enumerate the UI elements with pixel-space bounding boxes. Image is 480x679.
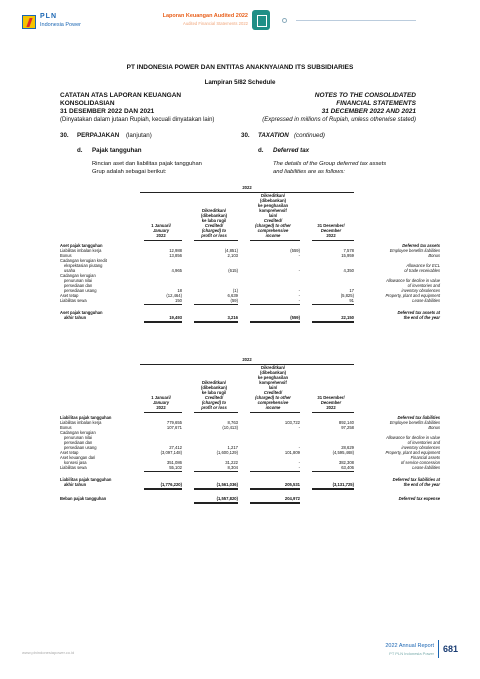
- right-title-2: FINANCIAL STATEMENTS: [336, 100, 416, 107]
- row-label-en: of inventories and: [407, 283, 440, 288]
- row-label-en: Lease liabilities: [412, 465, 440, 470]
- row-label: Bonus: [60, 425, 72, 430]
- footer-report-subtitle: PT PLN Indonesia Power: [389, 651, 434, 656]
- table-cell: -: [298, 445, 300, 450]
- total-double-rule: [194, 488, 238, 490]
- total-cell: (559): [290, 315, 300, 320]
- section-label: Aset pajak tangguhan: [60, 243, 103, 248]
- column-header: income: [265, 405, 281, 410]
- table-cell: 97,258: [341, 425, 354, 430]
- column-header-underline: [250, 240, 300, 241]
- column-header: 31 Desember/: [317, 223, 345, 228]
- report-subtitle: Audited Financial Statements 2022: [183, 21, 248, 26]
- table-cell: 1,217: [227, 445, 238, 450]
- row-label: konsesi jasa: [64, 460, 87, 465]
- section-label-en: Deferred tax liabilities: [397, 415, 440, 420]
- row-label: usaha: [64, 268, 76, 273]
- row-label-en: inventory obsolences: [401, 445, 440, 450]
- table-cell: 8,304: [227, 465, 238, 470]
- intro-right-1: The details of the Group deferred tax assets: [273, 161, 387, 167]
- intro-right-2: and liabilities are as follows:: [273, 169, 345, 175]
- table-cell: (615): [228, 268, 238, 273]
- column-header: ke penghasilan: [257, 375, 289, 380]
- column-header-underline: [312, 412, 354, 413]
- subtotal-rule: [144, 471, 182, 472]
- column-header: January: [152, 228, 170, 233]
- table-cell: 8,763: [227, 420, 238, 425]
- table-cell: 17: [349, 288, 354, 293]
- column-header: December: [320, 400, 342, 405]
- row-label-en: Property, plant and equipment: [385, 450, 440, 455]
- total-label-en: the end of the year: [403, 482, 440, 487]
- column-header: Dikreditkan/: [202, 380, 226, 385]
- row-label: Aset tetap: [60, 293, 79, 298]
- table-cell: 101,809: [284, 450, 300, 455]
- table-cell: 892,140: [338, 420, 354, 425]
- table-cell: 28,629: [341, 445, 354, 450]
- column-header: (dibebankan): [200, 213, 228, 218]
- row-label-en: Employee benefits liabilities: [389, 248, 440, 253]
- table-cell: 7,578: [343, 248, 354, 253]
- row-label: Cadangan kerugian kredit: [60, 258, 107, 263]
- column-header-underline: [144, 240, 182, 241]
- column-header: 1 Januari/: [151, 223, 171, 228]
- table-cell: -: [298, 288, 300, 293]
- row-label: persediaan usang: [64, 445, 97, 450]
- right-title-1: NOTES TO THE CONSOLIDATED: [314, 92, 416, 99]
- subtotal-rule: [194, 304, 238, 305]
- row-label: persediaan dan: [64, 283, 93, 288]
- total-cell: (1,776,220): [160, 482, 182, 487]
- row-label: penurunan nilai: [64, 278, 92, 283]
- total-double-rule: [312, 488, 354, 490]
- section-title-right: TAXATION: [258, 132, 289, 139]
- row-label: persediaan usang: [64, 288, 97, 293]
- column-header: Dikreditkan/: [261, 365, 285, 370]
- row-label-en: Allowance for ECL: [406, 263, 440, 268]
- intro-left-2: Grup adalah sebagai berikut:: [92, 169, 167, 175]
- table-cell: (1): [232, 288, 238, 293]
- row-label: persediaan dan: [64, 440, 93, 445]
- total-double-rule: [250, 488, 300, 490]
- table-cell: 6,639: [227, 293, 238, 298]
- total-label-en: the end of the year: [403, 315, 440, 320]
- logo-subtitle: Indonesia Power: [40, 22, 81, 28]
- row-label: Bonus: [60, 253, 72, 258]
- total-double-rule: [144, 488, 182, 490]
- row-label-en: inventory obsolences: [401, 288, 440, 293]
- column-header: lain/: [268, 385, 278, 390]
- row-label: penurunan nilai: [64, 435, 92, 440]
- total-label: akhir tahun: [64, 315, 87, 320]
- subtotal-rule: [144, 304, 182, 305]
- subsection-number-right: d.: [258, 147, 264, 154]
- table-cell: -: [298, 425, 300, 430]
- column-header: (dibebankan): [200, 385, 228, 390]
- logo-name: PLN: [40, 13, 57, 20]
- column-header: (dibebankan): [259, 370, 287, 375]
- total-label-en: Deferred tax liabilities at: [392, 477, 440, 482]
- total-double-rule: [250, 321, 300, 323]
- row-label: Liabilitas sewa: [60, 298, 87, 303]
- left-title-4: (Dinyatakan dalam jutaan Rupiah, kecuali dinyatakan lain): [60, 117, 215, 123]
- column-header-underline: [312, 240, 354, 241]
- table-cell: -: [298, 465, 300, 470]
- table-cell: 4,965: [171, 268, 182, 273]
- row-label-en: Bonus: [428, 253, 440, 258]
- row-label-en: Property, plant and equipment: [385, 293, 440, 298]
- row-label: Liabilitas imbalan kerja: [60, 420, 102, 425]
- table-cell: (10,413): [222, 425, 238, 430]
- subtotal-rule: [312, 471, 354, 472]
- column-header: komprehensif: [259, 208, 287, 213]
- table-cell: (5,825): [340, 293, 354, 298]
- section-number: 30.: [60, 132, 69, 139]
- column-header: ke laba rugi/: [201, 218, 227, 223]
- table-cell: (12,464): [166, 293, 182, 298]
- total-cell: 3,216: [227, 315, 238, 320]
- row-label: Cadangan kerugian: [60, 273, 96, 278]
- row-label: Liabilitas sewa: [60, 465, 87, 470]
- subtotal-rule: [250, 304, 300, 305]
- table-cell: -: [298, 268, 300, 273]
- total-double-rule: [144, 321, 182, 323]
- section-number-right: 30.: [241, 132, 250, 139]
- expense-cell: (1,557,820): [216, 496, 238, 501]
- left-title-2: KONSOLIDASIAN: [60, 100, 115, 107]
- table-cell: (4,595,468): [332, 450, 354, 455]
- section-label-en: Deferred tax assets: [402, 243, 440, 248]
- schedule-label: Lampiran 5/82 Schedule: [204, 79, 276, 86]
- row-label-en: of inventories and: [407, 440, 440, 445]
- subtotal-rule: [194, 471, 238, 472]
- table-cell: (1,600,129): [216, 450, 238, 455]
- total-double-rule: [194, 321, 238, 323]
- row-label-en: of trade receivables: [404, 268, 440, 273]
- year-header-rule: [140, 192, 354, 193]
- total-cell: 22,150: [341, 315, 354, 320]
- expense-cell: 204,972: [284, 496, 300, 501]
- total-label: Liabilitas pajak tangguhan: [60, 477, 112, 482]
- row-label-en: Employee benefits liabilities: [389, 420, 440, 425]
- table-cell: -: [298, 253, 300, 258]
- right-title-3: 31 DECEMBER 2022 AND 2021: [321, 108, 416, 115]
- table-cell: 55,102: [169, 465, 182, 470]
- table-cell: 4,350: [343, 268, 354, 273]
- column-header: lain/: [268, 213, 278, 218]
- row-label-en: Bonus: [428, 425, 440, 430]
- total-cell: (3,131,725): [332, 482, 354, 487]
- row-label-en: of service concession: [400, 460, 440, 465]
- subsection-title: Pajak tangguhan: [92, 147, 142, 154]
- column-header: 2022: [156, 405, 166, 410]
- column-header: 2022: [326, 233, 336, 238]
- column-header: income: [265, 233, 281, 238]
- total-cell: (1,561,036): [216, 482, 238, 487]
- table-cell: -: [298, 298, 300, 303]
- column-header-underline: [250, 412, 300, 413]
- column-header: komprehensif: [259, 380, 287, 385]
- pln-logo-icon: [22, 15, 36, 29]
- subsection-title-right: Deferred tax: [273, 147, 310, 154]
- section-label: Liabilitas pajak tangguhan: [60, 415, 112, 420]
- row-label: Aset tetap: [60, 450, 79, 455]
- table-cell: 351,086: [166, 460, 182, 465]
- column-header: (dibebankan): [259, 198, 287, 203]
- total-cell: 205,531: [284, 482, 300, 487]
- intro-left-1: Rincian aset dan liabilitas pajak tangguhan: [92, 161, 202, 167]
- expense-label: Beban pajak tangguhan: [60, 496, 107, 501]
- left-title-3: 31 DESEMBER 2022 DAN 2021: [60, 108, 155, 115]
- footer-divider: [438, 640, 439, 658]
- table-cell: 382,308: [338, 460, 354, 465]
- company-logo: [22, 12, 81, 34]
- year-header-rule: [140, 364, 354, 365]
- table-cell: 107,671: [166, 425, 182, 430]
- section-title: PERPAJAKAN: [77, 132, 120, 139]
- section-continued: (lanjutan): [126, 132, 152, 139]
- table-cell: 103,722: [284, 420, 300, 425]
- total-label-en: Deferred tax assets at: [397, 310, 440, 315]
- company-title: PT INDONESIA POWER DAN ENTITAS ANAKNYA/AND ITS SUBSIDIARIES: [126, 64, 354, 71]
- table-cell: 2,103: [227, 253, 238, 258]
- total-label: akhir tahun: [64, 482, 87, 487]
- column-header: 1 Januari/: [151, 395, 171, 400]
- expense-double-rule: [250, 502, 300, 504]
- column-header: (charged) to: [201, 228, 227, 233]
- table-cell: 27,412: [169, 445, 182, 450]
- subtotal-rule: [250, 471, 300, 472]
- table-cell: 150: [175, 298, 182, 303]
- table-cell: 13,856: [169, 253, 182, 258]
- subsection-number: d.: [77, 147, 83, 154]
- column-header: profit or loss: [201, 233, 227, 238]
- column-header: Credited/: [204, 395, 224, 400]
- row-label-en: Lease liabilities: [412, 298, 440, 303]
- page-header: [0, 0, 480, 44]
- row-label-en: Allowance for decline in value: [386, 435, 440, 440]
- column-header: (charged) to: [201, 400, 227, 405]
- column-header: comprehensive: [257, 400, 289, 405]
- column-header-underline: [194, 412, 238, 413]
- expense-double-rule: [194, 502, 238, 504]
- column-header-underline: [194, 240, 238, 241]
- column-header: Dikreditkan/: [261, 193, 285, 198]
- nav-dot-icon: [282, 18, 287, 23]
- column-header: (charged) to other: [255, 395, 291, 400]
- column-header: ke penghasilan: [257, 203, 289, 208]
- expense-label-en: Deferred tax expense: [398, 496, 440, 501]
- column-header: Credited/: [204, 223, 224, 228]
- table-cell: 18: [177, 288, 182, 293]
- row-label: Liabilitas imbalan kerja: [60, 248, 102, 253]
- right-title-4: (Expressed in millions of Rupiah, unless otherwise stated): [262, 117, 416, 123]
- year-header: 2022: [242, 357, 252, 362]
- column-header: Credited/: [263, 218, 283, 223]
- column-header-underline: [144, 412, 182, 413]
- row-label: Aset keuangan dari: [60, 455, 96, 460]
- subtotal-rule: [312, 304, 354, 305]
- table-cell: 15,959: [341, 253, 354, 258]
- column-header: Credited/: [263, 390, 283, 395]
- total-cell: 19,493: [169, 315, 182, 320]
- table-cell: 91: [349, 298, 354, 303]
- year-header: 2022: [242, 185, 252, 190]
- row-label-en: Allowance for decline in value: [386, 278, 440, 283]
- footer-url: www.plnindonesiapower.co.id: [22, 650, 75, 655]
- column-header: 31 Desember/: [317, 395, 345, 400]
- column-header: comprehensive: [257, 228, 289, 233]
- table-cell: 63,406: [341, 465, 354, 470]
- table-cell: (3,097,148): [160, 450, 182, 455]
- table-cell: 779,655: [166, 420, 182, 425]
- column-header: ke laba rugi/: [201, 390, 227, 395]
- section-continued-right: (continued): [294, 132, 325, 139]
- row-label: ekspektasian piutang: [64, 263, 103, 268]
- table-cell: (4,851): [224, 248, 238, 253]
- header-divider: [296, 20, 416, 21]
- row-label-en: Financial assets: [410, 455, 440, 460]
- column-header: 2022: [156, 233, 166, 238]
- table-cell: -: [298, 293, 300, 298]
- table-cell: 31,222: [225, 460, 238, 465]
- footer-report-title: 2022 Annual Report: [385, 643, 434, 649]
- column-header: 2022: [326, 405, 336, 410]
- table-cell: 12,988: [169, 248, 182, 253]
- table-cell: (59): [230, 298, 238, 303]
- row-label: Cadangan kerugian: [60, 430, 96, 435]
- table-cell: (559): [290, 248, 300, 253]
- column-header: (charged) to other: [255, 223, 291, 228]
- table-cell: -: [298, 460, 300, 465]
- page-number: 681: [443, 644, 459, 654]
- document-icon: [252, 10, 270, 30]
- column-header: December: [320, 228, 342, 233]
- column-header: January: [152, 400, 170, 405]
- report-title: Laporan Keuangan Audited 2022: [162, 13, 248, 19]
- total-label: Aset pajak tangguhan: [60, 310, 103, 315]
- column-header: profit or loss: [201, 405, 227, 410]
- column-header: Dikreditkan/: [202, 208, 226, 213]
- total-double-rule: [312, 321, 354, 323]
- left-title-1: CATATAN ATAS LAPORAN KEUANGAN: [60, 92, 182, 99]
